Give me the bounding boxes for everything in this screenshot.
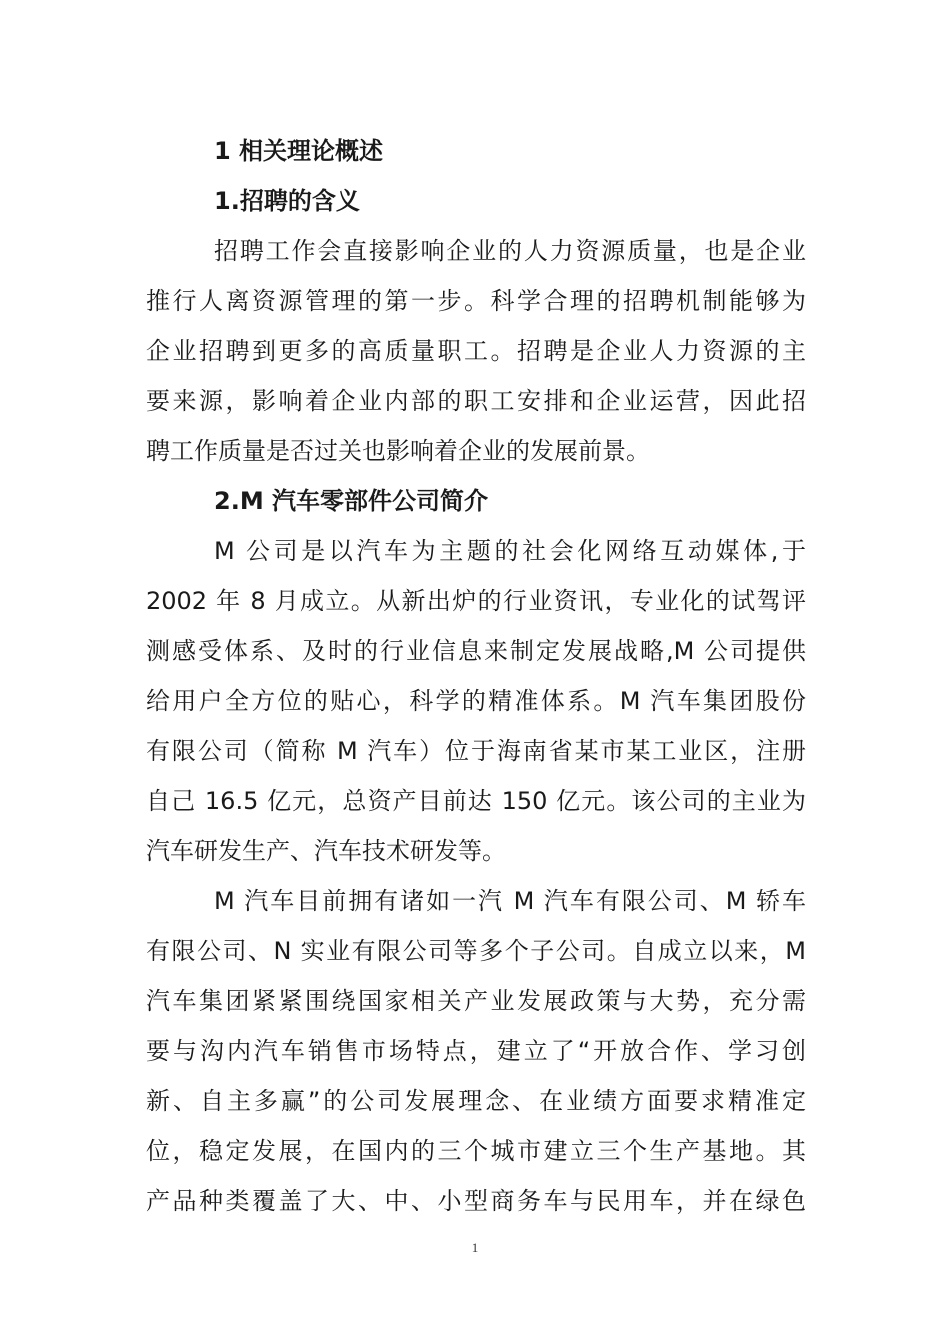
paragraph-company-subsidiaries bbox=[146, 876, 806, 1226]
document-body bbox=[146, 126, 806, 1226]
paragraph-company-intro bbox=[146, 526, 806, 876]
text-line: 汽车研发生产、汽车技术研发等。 bbox=[146, 837, 506, 865]
text-line: 测感受体系、及时的行业信息来制定发展战略,M 公司提供 bbox=[146, 637, 806, 665]
text-line: 有限公司（简称 M 汽车）位于海南省某市某工业区，注册 bbox=[146, 737, 806, 765]
subsection-heading-recruitment: 1.招聘的含义 bbox=[214, 187, 360, 215]
text-line: M 公司是以汽车为主题的社会化网络互动媒体,于 bbox=[214, 537, 806, 565]
text-line: 要来源，影响着企业内部的职工安排和企业运营，因此招 bbox=[146, 387, 806, 415]
text-line: 新、自主多赢”的公司发展理念、在业绩方面要求精准定 bbox=[146, 1087, 806, 1115]
text-line: 汽车集团紧紧围绕国家相关产业发展政策与大势，充分需 bbox=[146, 987, 806, 1015]
text-line: 推行人离资源管理的第一步。科学合理的招聘机制能够为 bbox=[146, 287, 806, 315]
text-line: 产品种类覆盖了大、中、小型商务车与民用车，并在绿色 bbox=[146, 1187, 806, 1215]
page-number: 1 bbox=[471, 1240, 479, 1255]
text-line: 2002 年 8 月成立。从新出炉的行业资讯，专业化的试驾评 bbox=[146, 587, 806, 615]
text-line: 要与沟内汽车销售市场特点，建立了“开放合作、学习创 bbox=[146, 1037, 806, 1065]
paragraph-recruitment-meaning bbox=[146, 226, 806, 476]
section-heading: 1 相关理论概述 bbox=[214, 137, 384, 165]
text-line: M 汽车目前拥有诸如一汽 M 汽车有限公司、M 轿车 bbox=[214, 887, 806, 915]
text-line: 自己 16.5 亿元，总资产目前达 150 亿元。该公司的主业为 bbox=[146, 787, 806, 815]
text-line: 招聘工作会直接影响企业的人力资源质量，也是企业 bbox=[214, 237, 806, 265]
text-line: 位，稳定发展，在国内的三个城市建立三个生产基地。其 bbox=[146, 1137, 806, 1165]
text-line: 有限公司、N 实业有限公司等多个子公司。自成立以来，M bbox=[146, 937, 806, 965]
subsection-heading-company: 2.M 汽车零部件公司简介 bbox=[214, 487, 489, 515]
text-line: 给用户全方位的贴心，科学的精准体系。M 汽车集团股份 bbox=[146, 687, 806, 715]
text-line: 企业招聘到更多的高质量职工。招聘是企业人力资源的主 bbox=[146, 337, 806, 365]
text-line: 聘工作质量是否过关也影响着企业的发展前景。 bbox=[146, 437, 650, 465]
